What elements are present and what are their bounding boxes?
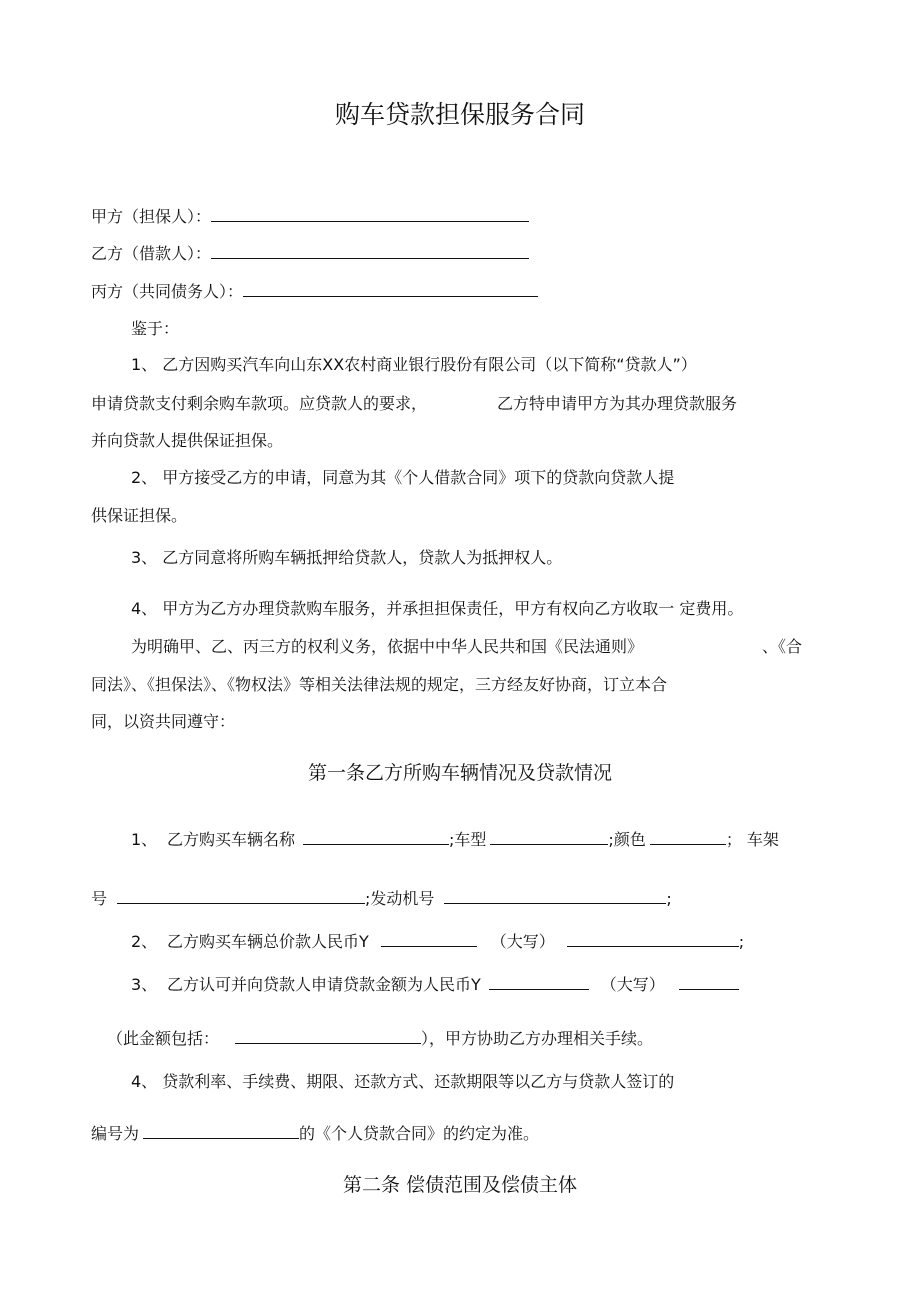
article-1-item-1-num: 1、 [131,830,158,849]
purpose-line-1a: 为明确甲、乙、丙三方的权利义务，依据中中华人民共和国《民法通则》 [131,637,644,656]
article-1-item-3-num: 3、 [131,975,158,994]
party-a-label: 甲方（担保人）： [91,207,212,226]
contract-no-end: 的《个人贷款合同》的约定为准。 [299,1124,540,1143]
party-b-blank [211,243,529,259]
document-title: 购车贷款担保服务合同 [334,100,585,129]
party-b-label: 乙方（借款人）： [91,244,212,263]
frame-no-suffix: 号 [91,889,108,908]
contract-no-blank [143,1123,299,1139]
frame-no-blank [117,888,365,904]
article-1-item-2-num: 2、 [131,932,158,951]
vehicle-frame-label: ； 车架 [725,830,779,849]
loan-amount-label: 乙方认可并向贷款人申请贷款金额为人民币Y [167,975,481,994]
recital-1-line-1: 1、 乙方因购买汽车向山东XX农村商业银行股份有限公司（以下简称“贷款人”） [131,355,697,374]
amount-includes-label: （此金额包括： [107,1029,220,1048]
vehicle-name-blank [303,829,449,845]
loan-amount-blank [489,974,589,990]
engine-no-label: ;发动机号 [365,889,435,908]
vehicle-color-blank [650,829,726,845]
article-1-item-3-line [167,974,739,996]
purpose-line-1b: 、《合 [762,637,803,656]
amount-includes-end: ），甲方协助乙方办理相关手续。 [421,1029,654,1048]
total-price-blank [381,931,477,947]
whereas-label: 鉴于： [131,319,180,338]
engine-no-blank [444,888,666,904]
party-a-line [91,206,529,228]
article-1-item-2-line [167,931,744,953]
article-1-item-1-line [167,829,779,851]
party-c-blank [243,281,538,297]
recital-3: 3、 乙方同意将所购车辆抵押给贷款人，贷款人为抵押权人。 [131,548,563,567]
article-1-heading: 第一条乙方所购车辆情况及贷款情况 [307,762,612,784]
article-1-item-4-line-1: 4、 贷款利率、手续费、期限、还款方式、还款期限等以乙方与贷款人签订的 [131,1072,675,1091]
engine-no-end: ; [666,889,672,908]
recital-4: 4、 甲方为乙方办理贷款购车服务，并承担担保责任，甲方有权向乙方收取一 定费用。 [131,599,744,618]
article-1-item-3-line-2 [107,1028,653,1050]
article-1-item-1-line-2 [91,888,672,910]
article-2-heading: 第二条 偿债范围及偿债主体 [342,1174,578,1196]
vehicle-model-blank [490,829,608,845]
total-price-capital-blank [567,931,739,947]
amount-includes-blank [235,1028,421,1044]
article-1-item-4-line-2 [91,1123,539,1145]
total-price-capital-label: （大写） [490,932,555,951]
party-c-label: 丙方（共同债务人）： [91,282,244,301]
recital-2-line-1: 2、 甲方接受乙方的申请，同意为其《个人借款合同》项下的贷款向贷款人提 [131,468,675,487]
vehicle-model-label: ;车型 [449,830,487,849]
purpose-line-3: 同，以资共同遵守： [91,712,236,731]
total-price-label: 乙方购买车辆总价款人民币Y [167,932,369,951]
party-b-line [91,243,529,265]
recital-1-line-2b: 乙方特申请甲方为其办理贷款服务 [497,394,738,413]
party-a-blank [211,206,529,222]
vehicle-color-label: ;颜色 [608,830,646,849]
contract-no-label: 编号为 [91,1124,140,1143]
vehicle-name-label: 乙方购买车辆名称 [167,830,296,849]
recital-1-line-2a: 申请贷款支付剩余购车款项。应贷款人的要求， [91,394,428,413]
recital-1-line-3: 并向贷款人提供保证担保。 [91,431,284,450]
party-c-line [91,281,538,303]
total-price-end: ; [738,932,745,951]
loan-amount-capital-blank [679,974,739,990]
recital-2-line-2: 供保证担保。 [91,506,188,525]
purpose-line-2: 同法》、《担保法》、《物权法》等相关法律法规的规定，三方经友好协商，订立本合 [91,675,668,694]
loan-amount-capital-label: （大写） [600,975,665,994]
